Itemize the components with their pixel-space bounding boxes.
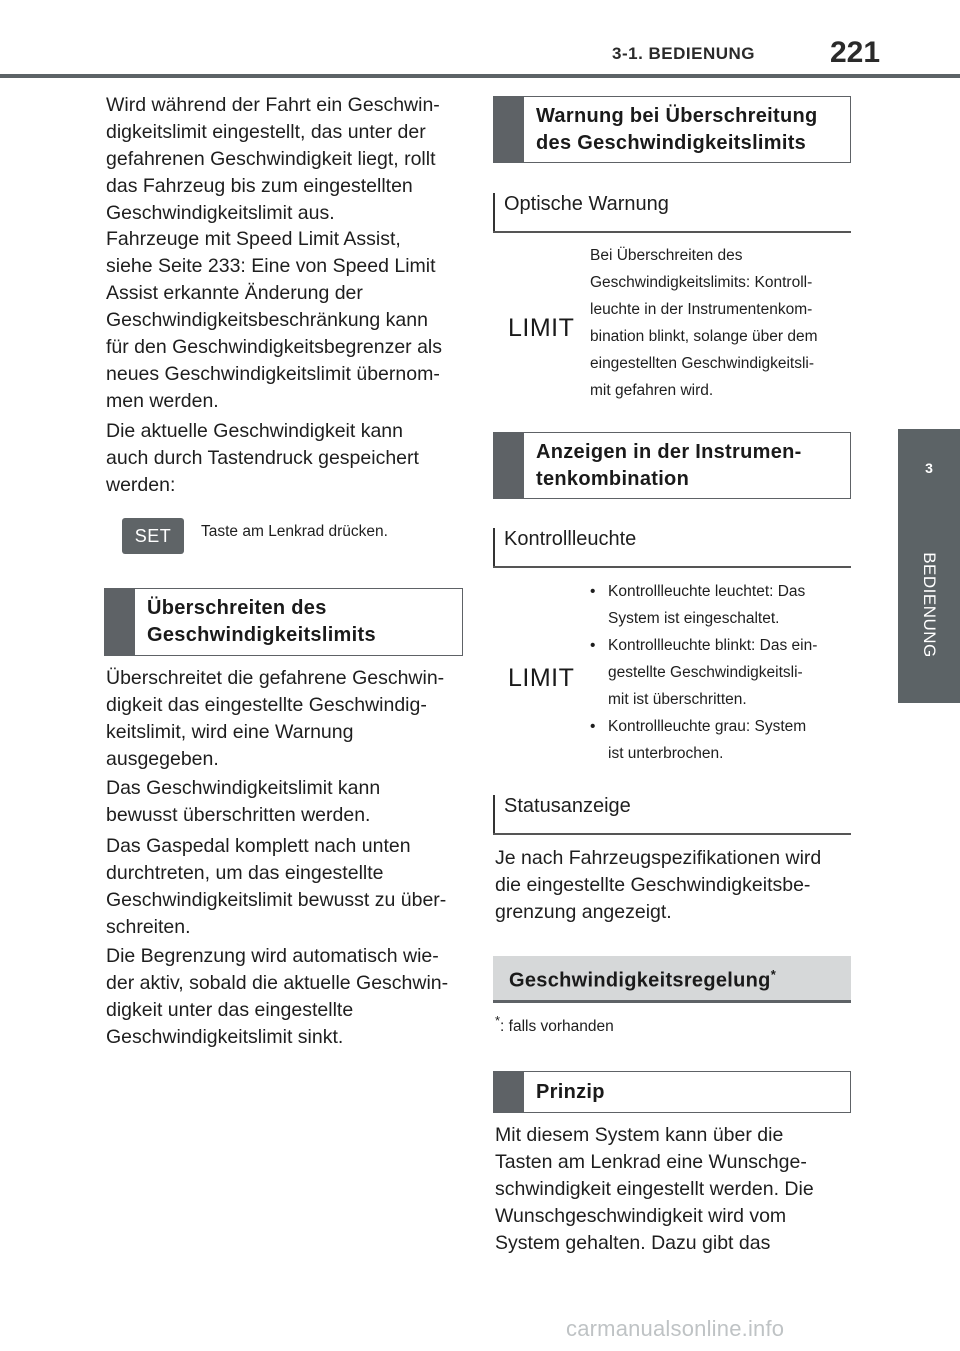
text-line: Fahrzeuge mit Speed Limit Assist, bbox=[106, 228, 401, 250]
text-line: Wunschgeschwindigkeit wird vom bbox=[495, 1205, 787, 1227]
text-line: Die aktuelle Geschwindigkeit kann bbox=[106, 420, 403, 442]
heading-bar bbox=[105, 589, 135, 655]
set-button-caption: Taste am Lenkrad drücken. bbox=[201, 523, 388, 540]
subheading-rule bbox=[493, 231, 851, 233]
paragraph-store-speed bbox=[106, 418, 466, 499]
list-item bbox=[584, 713, 852, 767]
heading-line: Geschwindigkeitslimits bbox=[147, 624, 376, 646]
text-line: Kontrollleuchte grau: System bbox=[608, 718, 807, 735]
text-line: mit ist überschritten. bbox=[608, 691, 747, 708]
page-number: 221 bbox=[830, 36, 881, 69]
subheading-optical-warning bbox=[493, 193, 669, 231]
text-line: das Fahrzeug bis zum eingestellten bbox=[106, 175, 413, 197]
subheading-rule bbox=[493, 833, 851, 835]
watermark: carmanualsonline.info bbox=[566, 1316, 785, 1341]
heading-line: Warnung bei Überschreitung bbox=[536, 104, 818, 127]
text-line: Assist erkannte Änderung der bbox=[106, 282, 363, 304]
list-item bbox=[584, 632, 852, 713]
paragraph-reactivation bbox=[106, 943, 466, 1051]
text-line: Überschreitet die gefahrene Geschwin- bbox=[106, 667, 445, 689]
heading-text: Prinzip bbox=[536, 1080, 605, 1103]
text-line: ausgegeben. bbox=[106, 748, 219, 770]
text-line: digkeitslimit eingestellt, das unter der bbox=[106, 121, 426, 143]
subheading-status-display bbox=[493, 795, 631, 833]
text-line: System ist eingeschaltet. bbox=[608, 610, 780, 627]
text-line: keitslimit, wird eine Warnung bbox=[106, 721, 354, 743]
text-line: werden: bbox=[106, 474, 176, 496]
text-line: die eingestellte Geschwindigkeitsbe- bbox=[495, 874, 811, 896]
text-line: ist unterbrochen. bbox=[608, 745, 724, 762]
text-line: durchtreten, um das eingestellte bbox=[106, 862, 384, 884]
text-line: Die Begrenzung wird automatisch wie- bbox=[106, 945, 439, 967]
paragraph-speed-limit-assist bbox=[106, 226, 466, 415]
subheading-text: Statusanzeige bbox=[504, 795, 631, 817]
indicator-bullet-list bbox=[584, 578, 852, 767]
limit-indicator-symbol: LIMIT bbox=[508, 664, 575, 692]
header-rule bbox=[0, 74, 960, 78]
text-line: Mit diesem System kann über die bbox=[495, 1124, 784, 1146]
text-line: Geschwindigkeitslimits: Kontroll- bbox=[590, 274, 813, 291]
paragraph-warning-issued bbox=[106, 665, 466, 773]
optical-warning-text bbox=[590, 242, 860, 404]
text-line: neues Geschwindigkeitslimit übernom- bbox=[106, 363, 440, 385]
paragraph-exceed-consciously bbox=[106, 775, 466, 829]
text-line: mit gefahren wird. bbox=[590, 382, 714, 399]
heading-line: tenkombination bbox=[536, 467, 690, 490]
heading-instrument-display bbox=[493, 432, 851, 499]
text-line: siehe Seite 233: Eine von Speed Limit bbox=[106, 255, 436, 277]
paragraph-principle bbox=[495, 1122, 855, 1257]
text-line: schwindigkeit eingestellt werden. Die bbox=[495, 1178, 814, 1200]
asterisk-mark: * bbox=[495, 1013, 501, 1028]
text-line: Je nach Fahrzeugspezifikationen wird bbox=[495, 847, 822, 869]
text-line: bewusst überschritten werden. bbox=[106, 804, 371, 826]
footnote-text: : falls vorhanden bbox=[500, 1018, 614, 1036]
bullet-icon: • bbox=[590, 583, 596, 600]
subheading-rule bbox=[493, 566, 851, 568]
heading-bar bbox=[494, 433, 524, 498]
text-line: Das Geschwindigkeitslimit kann bbox=[106, 777, 381, 799]
text-line: der aktiv, sobald die aktuelle Geschwin- bbox=[106, 972, 449, 994]
text-line: Tasten am Lenkrad eine Wunschge- bbox=[495, 1151, 807, 1173]
bullet-icon: • bbox=[590, 718, 596, 735]
text-line: auch durch Tastendruck gespeichert bbox=[106, 447, 419, 469]
asterisk-mark: * bbox=[770, 967, 777, 982]
footnote bbox=[495, 1013, 614, 1036]
limit-warning-symbol: LIMIT bbox=[508, 314, 575, 342]
heading-bar bbox=[494, 97, 524, 162]
text-line: für den Geschwindigkeitsbegrenzer als bbox=[106, 336, 443, 358]
text-line: gestellte Geschwindigkeitsli- bbox=[608, 664, 803, 681]
list-item bbox=[584, 578, 852, 632]
text-line: digkeit unter das eingestellte bbox=[106, 999, 354, 1021]
chapter-tab-number: 3 bbox=[898, 429, 960, 507]
heading-label: Geschwindigkeitsregelung bbox=[509, 969, 771, 992]
text-line: Geschwindigkeitsbeschränkung kann bbox=[106, 309, 428, 331]
text-line: gefahrenen Geschwindigkeit liegt, rollt bbox=[106, 148, 436, 170]
section-title: 3-1. BEDIENUNG bbox=[612, 44, 756, 63]
text-line: Wird während der Fahrt ein Geschwin- bbox=[106, 94, 440, 116]
heading-exceed-limit bbox=[104, 588, 463, 656]
text-line: Geschwindigkeitslimit aus. bbox=[106, 202, 335, 224]
bullet-icon: • bbox=[590, 637, 596, 654]
text-line: eingestellten Geschwindigkeitsli- bbox=[590, 355, 815, 372]
heading-line: Anzeigen in der Instrumen- bbox=[536, 440, 802, 463]
subheading-text: Optische Warnung bbox=[504, 193, 669, 215]
chapter-tab-label-wrap bbox=[898, 507, 960, 703]
heading-cruise-control bbox=[493, 956, 851, 1003]
text-line: Bei Überschreiten des bbox=[590, 247, 743, 264]
subheading-text: Kontrollleuchte bbox=[504, 528, 637, 550]
heading-text bbox=[509, 967, 776, 993]
heading-line: des Geschwindigkeitslimits bbox=[536, 131, 807, 154]
paragraph-status-display bbox=[495, 845, 855, 926]
text-line: System gehalten. Dazu gibt das bbox=[495, 1232, 771, 1254]
text-line: bination blinkt, solange über dem bbox=[590, 328, 818, 345]
text-line: Kontrollleuchte leuchtet: Das bbox=[608, 583, 806, 600]
text-line: leuchte in der Instrumentenkom- bbox=[590, 301, 813, 318]
heading-text bbox=[536, 97, 842, 162]
paragraph-coasting bbox=[106, 92, 466, 227]
text-line: men werden. bbox=[106, 390, 219, 412]
text-line: Geschwindigkeitslimit sinkt. bbox=[106, 1026, 344, 1048]
heading-warning-exceed bbox=[493, 96, 851, 163]
heading-bar bbox=[494, 1072, 524, 1112]
heading-text bbox=[536, 433, 842, 498]
chapter-tab-label: BEDIENUNG bbox=[920, 552, 940, 658]
text-line: Geschwindigkeitslimit bewusst zu über- bbox=[106, 889, 447, 911]
text-line: grenzung angezeigt. bbox=[495, 901, 672, 923]
text-line: digkeit das eingestellte Geschwindig- bbox=[106, 694, 427, 716]
subheading-indicator-light bbox=[493, 528, 636, 566]
heading-underline bbox=[493, 1000, 851, 1003]
text-line: Das Gaspedal komplett nach unten bbox=[106, 835, 411, 857]
set-button-symbol: SET bbox=[122, 518, 184, 554]
heading-line: Überschreiten des bbox=[147, 597, 327, 619]
heading-text bbox=[147, 589, 454, 655]
heading-principle bbox=[493, 1071, 851, 1113]
text-line: Kontrollleuchte blinkt: Das ein- bbox=[608, 637, 818, 654]
paragraph-gas-pedal bbox=[106, 833, 466, 941]
text-line: schreiten. bbox=[106, 916, 191, 938]
